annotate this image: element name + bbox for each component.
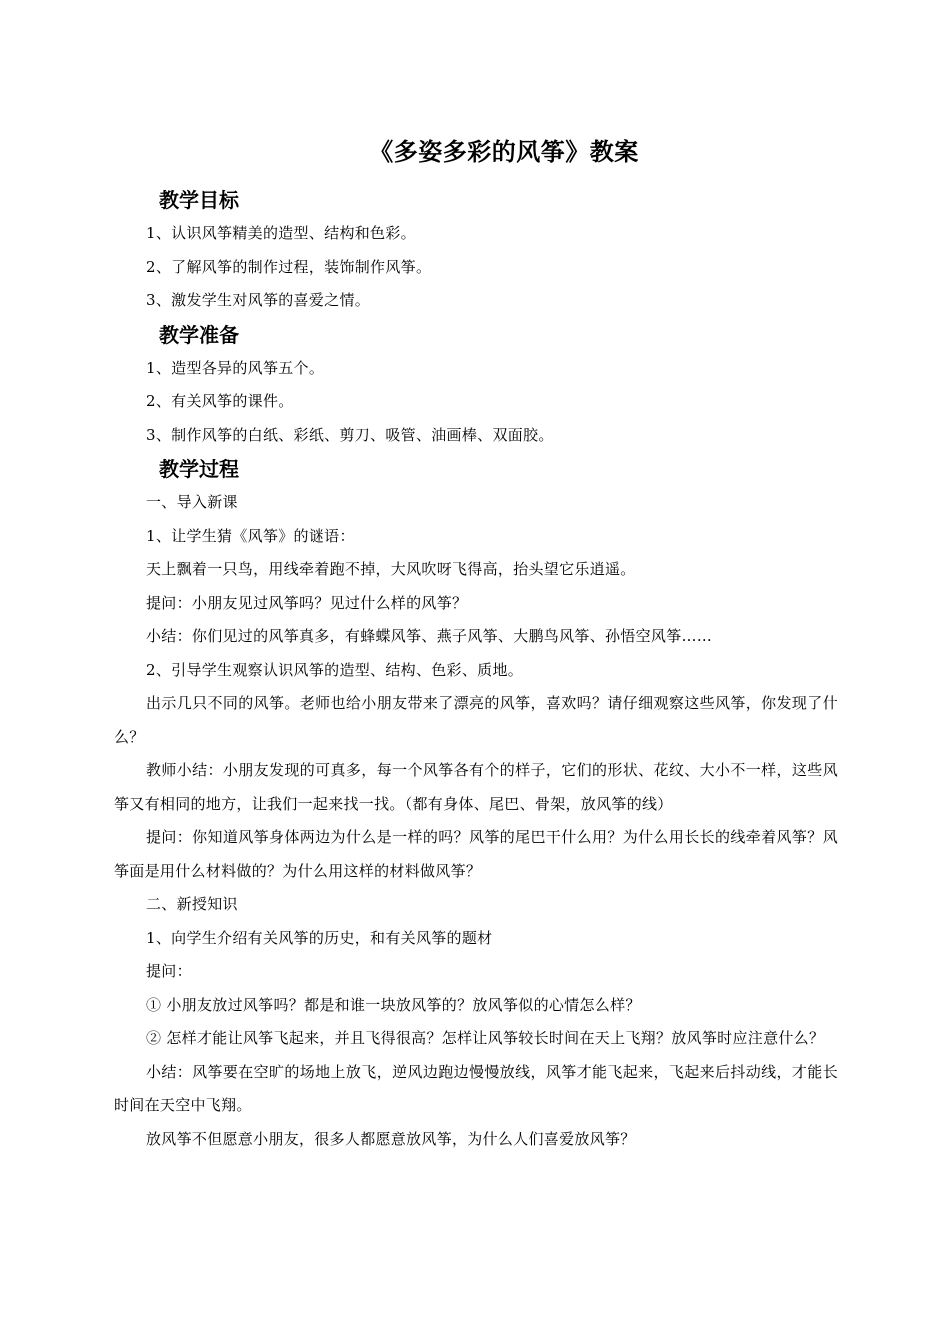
process-paragraph: 一、导入新课 (146, 493, 238, 511)
document-title: 《多姿多彩的风筝》教案 (369, 138, 639, 166)
process-paragraph: ② 怎样才能让风筝飞起来，并且飞得很高？怎样让风筝较长时间在天上飞翔？放风筝时应注意什么？ (146, 1029, 825, 1047)
goal-item: 1、认识风筝精美的造型、结构和色彩。 (146, 224, 416, 242)
goal-item: 2、了解风筝的制作过程，装饰制作风筝。 (146, 257, 432, 276)
document-body (114, 183, 838, 1156)
process-paragraph: 2、引导学生观察认识风筝的造型、结构、色彩、质地。 (146, 660, 524, 679)
process-paragraph: 教师小结：小朋友发现的可真多，每一个风筝各有个的样子，它们的形状、花纹、大小不一样，这些风筝又有相同的地方，让我们一起来找一找。（都有身体、尾巴、骨架，放风筝的线） (114, 761, 838, 813)
process-paragraph: 提问：小朋友见过风筝吗？见过什么样的风筝？ (146, 593, 468, 612)
goal-item: 3、激发学生对风筝的喜爱之情。 (146, 291, 371, 309)
prep-item: 3、制作风筝的白纸、彩纸、剪刀、吸管、油画棒、双面胶。 (146, 425, 554, 444)
process-paragraph: ① 小朋友放过风筝吗？都是和谁一块放风筝的？放风筝似的心情怎么样？ (146, 995, 641, 1014)
prep-item: 2、有关风筝的课件。 (146, 392, 294, 410)
section-heading-prep: 教学准备 (159, 322, 239, 347)
process-paragraph: 出示几只不同的风筝。老师也给小朋友带来了漂亮的风筝，喜欢吗？请仔细观察这些风筝，你发现了什么？ (114, 694, 838, 746)
process-paragraph: 放风筝不但愿意小朋友，很多人都愿意放风筝，为什么人们喜爱放风筝？ (146, 1129, 636, 1148)
prep-item: 1、造型各异的风筝五个。 (146, 358, 325, 377)
process-paragraph: 提问： (146, 962, 192, 980)
process-paragraph: 天上飘着一只鸟，用线牵着跑不掉，大风吹呀飞得高，抬头望它乐逍遥。 (146, 560, 636, 578)
section-heading-goals: 教学目标 (159, 188, 239, 212)
process-paragraph: 1、向学生介绍有关风筝的历史，和有关风筝的题材 (146, 928, 493, 947)
process-paragraph: 1、让学生猜《风筝》的谜语： (146, 526, 355, 545)
process-paragraph: 小结：你们见过的风筝真多，有蜂蝶风筝、燕子风筝、大鹏鸟风筝、孙悟空风筝…… (146, 627, 713, 645)
process-paragraph: 小结：风筝要在空旷的场地上放飞，逆风边跑边慢慢放线，风筝才能飞起来，飞起来后抖动线，才能长时间在天空中飞翔。 (114, 1062, 838, 1114)
process-paragraph: 二、新授知识 (146, 895, 238, 913)
process-paragraph: 提问：你知道风筝身体两边为什么是一样的吗？风筝的尾巴干什么用？为什么用长长的线牵着风筝？风筝面是用什么材料做的？为什么用这样的材料做风筝？ (114, 828, 838, 880)
section-heading-process: 教学过程 (159, 457, 239, 481)
